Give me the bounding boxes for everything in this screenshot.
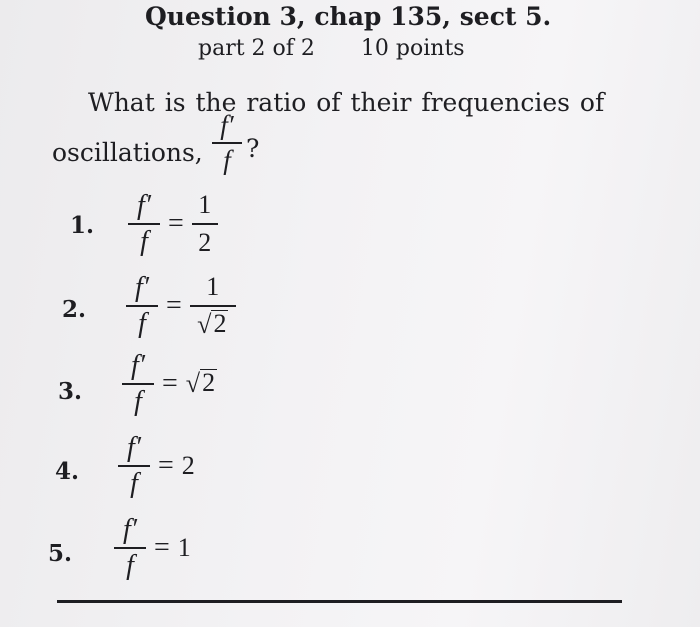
lhs-numerator: f′ — [127, 432, 141, 463]
radical-sign: √ — [185, 368, 201, 398]
fraction-numerator: f′ — [220, 110, 234, 140]
lhs-denominator: f — [126, 549, 134, 581]
question-heading: Question 3, chap 135, sect 5. — [145, 2, 552, 31]
lhs-numerator: f′ — [131, 350, 145, 381]
section-divider — [57, 600, 622, 603]
radical-sign: √ — [197, 309, 212, 339]
equals-sign: = — [168, 207, 184, 239]
rhs-value: 2 — [181, 450, 195, 480]
choice-expression — [114, 516, 191, 580]
rhs-fraction — [190, 272, 236, 340]
choice-expression — [122, 352, 217, 416]
lhs-bar — [118, 465, 150, 467]
lhs-numerator: f′ — [135, 272, 149, 303]
rhs-value: 1 — [177, 532, 191, 562]
equals-sign: = — [154, 531, 170, 563]
question-mark: ? — [246, 134, 260, 163]
question-text-line-2: oscillations, — [52, 138, 203, 167]
lhs-bar — [122, 383, 154, 385]
rhs-denominator: 2 — [198, 227, 212, 257]
square-root — [186, 369, 217, 399]
choice-number: 2. — [62, 296, 87, 323]
question-text-line-1: What is the ratio of their frequencies of — [88, 88, 605, 117]
points-label: 10 points — [360, 36, 465, 61]
rhs-bar — [192, 223, 218, 225]
choice-number: 5. — [48, 540, 73, 567]
part-label: part 2 of 2 — [198, 36, 315, 61]
answer-choice-4[interactable] — [0, 434, 700, 504]
choice-number: 4. — [55, 458, 80, 485]
lhs-fraction — [126, 274, 158, 338]
equals-sign: = — [158, 449, 174, 481]
lhs-numerator: f′ — [137, 190, 151, 221]
equals-sign: = — [166, 289, 182, 321]
choice-expression — [118, 434, 195, 498]
rhs-fraction — [192, 190, 218, 258]
answer-choice-1[interactable] — [0, 190, 700, 260]
choice-expression — [128, 190, 218, 258]
lhs-fraction — [118, 434, 150, 498]
lhs-bar — [126, 305, 158, 307]
choice-expression — [126, 272, 236, 340]
question-ratio-fraction — [212, 112, 242, 174]
choice-number: 1. — [70, 212, 95, 239]
answer-choice-2[interactable] — [0, 272, 700, 342]
lhs-fraction — [114, 516, 146, 580]
rhs-numerator: 1 — [206, 272, 220, 301]
radicand: 2 — [202, 367, 216, 397]
radicand: 2 — [213, 308, 227, 338]
fraction-denominator: f — [223, 144, 231, 175]
lhs-fraction — [122, 352, 154, 416]
lhs-denominator: f — [130, 467, 138, 499]
lhs-denominator: f — [138, 307, 146, 339]
lhs-fraction — [128, 192, 160, 256]
fraction-bar — [212, 142, 242, 144]
lhs-bar — [128, 223, 160, 225]
choice-number: 3. — [58, 378, 83, 405]
lhs-denominator: f — [134, 385, 142, 417]
question-subheading — [198, 36, 465, 61]
equals-sign: = — [162, 367, 178, 399]
rhs-bar — [190, 305, 236, 307]
answer-choice-5[interactable] — [0, 516, 700, 586]
lhs-denominator: f — [140, 225, 148, 257]
square-root — [197, 310, 228, 340]
answer-choice-3[interactable] — [0, 352, 700, 422]
rhs-numerator: 1 — [198, 190, 212, 219]
lhs-bar — [114, 547, 146, 549]
lhs-numerator: f′ — [123, 514, 137, 545]
